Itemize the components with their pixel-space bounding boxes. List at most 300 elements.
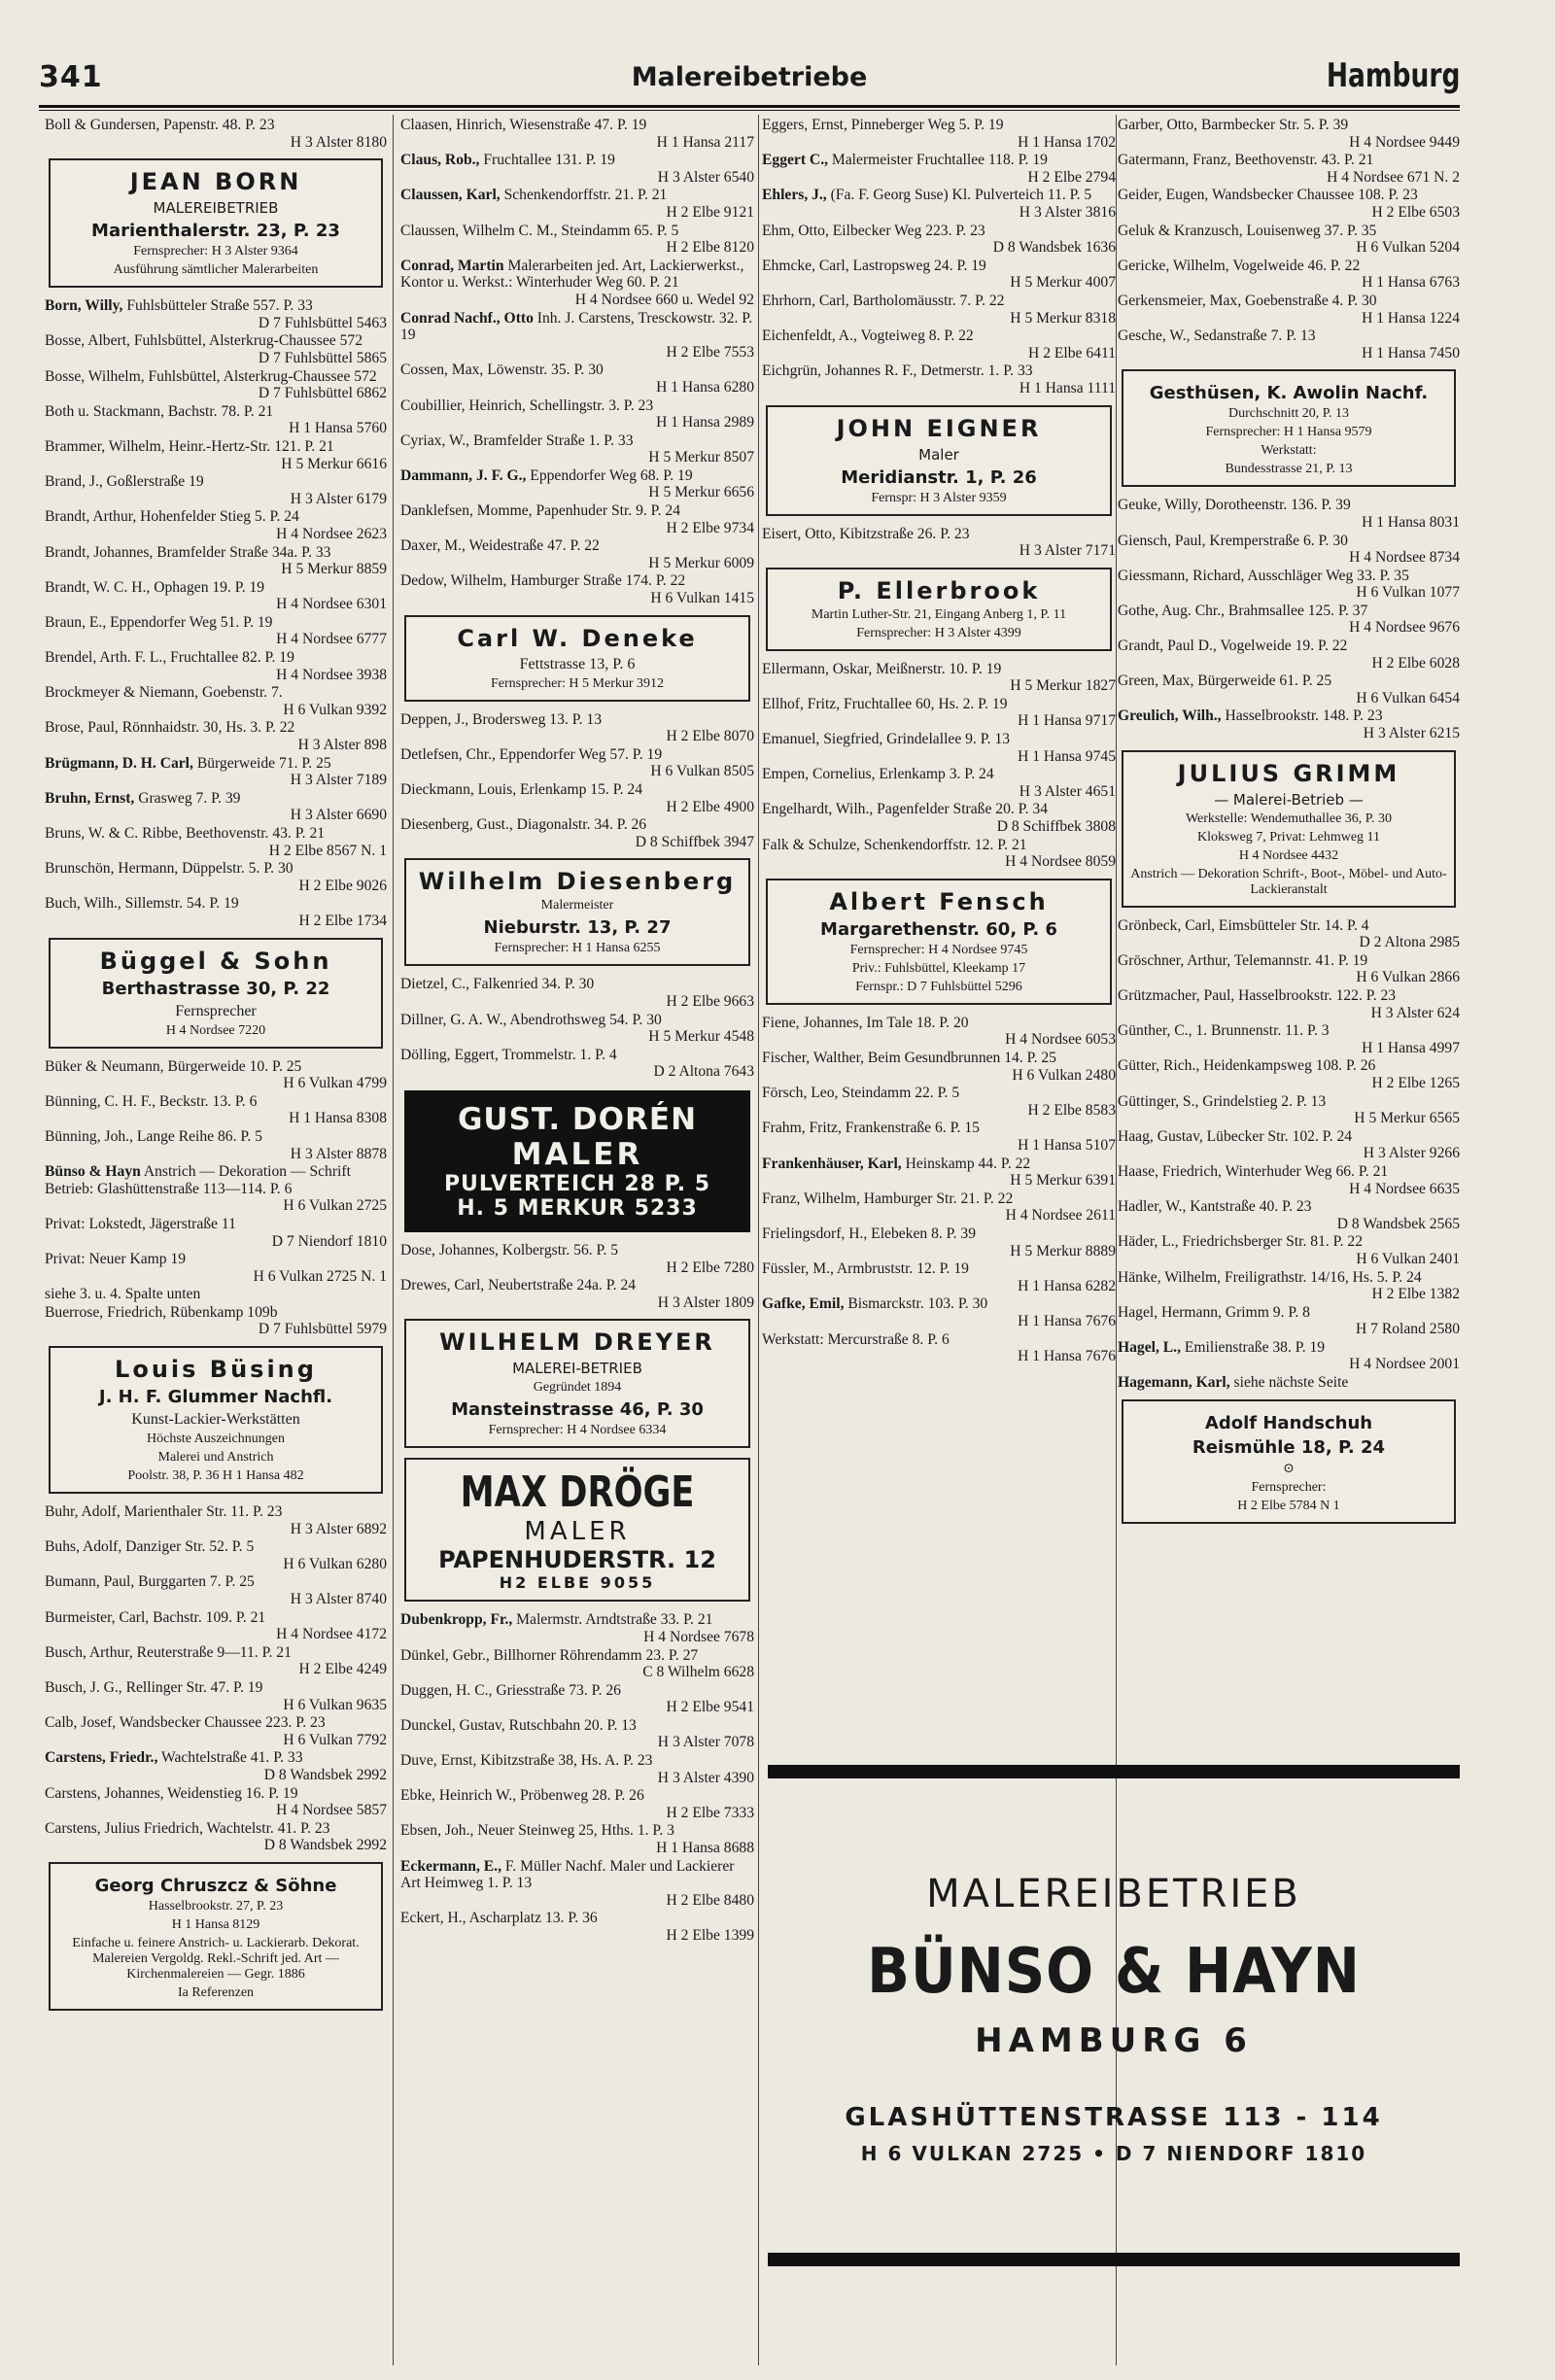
listing-phone: H 2 Elbe 4249 xyxy=(298,1661,387,1678)
listing-entry xyxy=(400,976,754,1010)
advertisement-box xyxy=(404,615,750,702)
listing-entry xyxy=(400,1752,754,1786)
listing-name-bold: Conrad, Martin xyxy=(400,257,504,274)
advertisement-box xyxy=(1122,369,1456,487)
listing-phone: H 3 Alster 7078 xyxy=(657,1734,754,1751)
listing-phone: H 6 Vulkan 9635 xyxy=(283,1696,387,1713)
listing-name-bold: Carstens, Friedr., xyxy=(45,1749,158,1767)
listing-name: Cyriax, W., Bramfelder Straße 1. P. 33 xyxy=(400,431,634,449)
ad-line: H 1 Hansa 8129 xyxy=(171,1916,260,1932)
ad-address: GLASHÜTTENSTRASSE 113 - 114 xyxy=(845,2103,1383,2132)
ad-line: Bundesstrasse 21, P. 13 xyxy=(1225,462,1353,477)
listing-name: Privat: Neuer Kamp 19 xyxy=(45,1251,187,1268)
listing-phone: H 2 Elbe 1734 xyxy=(298,912,387,929)
listing-entry xyxy=(400,258,754,309)
listing-phone: D 7 Fuhlsbüttel 5865 xyxy=(258,349,387,366)
listing-name-bold: Conrad Nachf., Otto xyxy=(400,309,534,327)
ad-line: Wilhelm Diesenberg xyxy=(418,868,737,896)
listing-entry xyxy=(1118,568,1460,602)
listing-entry xyxy=(1118,603,1460,637)
listing-entry xyxy=(45,1573,387,1607)
listing-name: Empen, Cornelius, Erlenkamp 3. P. 24 xyxy=(762,766,994,783)
ad-line: Büggel & Sohn xyxy=(99,947,332,975)
listing-phone: H 6 Vulkan 2480 xyxy=(1012,1066,1116,1084)
listing-phone: H 3 Alster 4651 xyxy=(1019,782,1116,800)
page-title: Malereibetriebe xyxy=(631,62,868,92)
listing-name-bold: Brügmann, D. H. Carl, xyxy=(45,754,193,772)
ad-line: Fernsprecher: H 3 Alster 4399 xyxy=(856,625,1021,640)
listing-entry xyxy=(1118,1233,1460,1267)
listing-entry xyxy=(45,1058,387,1092)
ad-line: Malermeister xyxy=(540,898,614,914)
listing-entry xyxy=(400,223,754,257)
listing-name: Büker & Neumann, Bürgerweide 10. P. 25 xyxy=(45,1057,302,1075)
listing-phone: D 8 Wandsbek 2992 xyxy=(263,1837,387,1854)
listing-entry xyxy=(762,696,1116,730)
listing-entry xyxy=(400,117,754,151)
listing-phone: H 3 Alster 6215 xyxy=(1363,725,1460,742)
listing-phone: H 4 Nordsee 2611 xyxy=(1005,1207,1116,1224)
ad-line: ⊙ xyxy=(1283,1461,1295,1476)
ad-line: PULVERTEICH 28 P. 5 xyxy=(443,1171,711,1196)
listing-phone: H 3 Alster 6540 xyxy=(657,168,754,186)
listing-phone: H 2 Elbe 1265 xyxy=(1371,1074,1460,1091)
listing-entry xyxy=(45,1679,387,1713)
listing-phone: H 1 Hansa 1702 xyxy=(1018,133,1116,151)
listing-name: Bünning, C. H. F., Beckstr. 13. P. 6 xyxy=(45,1092,258,1110)
listing-phone: H 2 Elbe 9663 xyxy=(666,992,754,1010)
page-city: Hamburg xyxy=(1326,56,1460,95)
listing-entry xyxy=(45,860,387,894)
listing-phone: H 1 Hansa 8308 xyxy=(289,1110,387,1127)
listing-entry xyxy=(45,1538,387,1572)
listing-name: Hagel, L., Emilienstraße 38. P. 19 xyxy=(1118,1338,1326,1356)
column-divider xyxy=(758,115,759,2365)
ad-line: Louis Büsing xyxy=(115,1356,317,1384)
listing-phone: H 3 Alster 8740 xyxy=(290,1591,387,1608)
listing-name-bold: Ehlers, J., xyxy=(762,187,827,204)
listing-entry xyxy=(45,438,387,472)
listing-entry xyxy=(45,1286,387,1303)
listing-entry xyxy=(762,293,1116,327)
listing-phone: H 3 Alster 6179 xyxy=(290,490,387,507)
listing-name: Conrad, Martin Malerarbeiten jed. Art, Lackierwerkst., Kontor u. Werkst.: Winterhuder Weg 60. P. 21 xyxy=(400,257,744,292)
listing-entry xyxy=(45,1093,387,1127)
listing-name: Frankenhäuser, Karl, Heinskamp 44. P. 22 xyxy=(762,1155,1031,1172)
ad-line: Malerei und Anstrich xyxy=(157,1450,274,1466)
listing-phone: H 1 Hansa 9717 xyxy=(1018,712,1116,730)
listing-phone: H 6 Vulkan 9392 xyxy=(283,701,387,718)
listing-phone: H 4 Nordsee 5857 xyxy=(276,1802,387,1819)
listing-name: Brockmeyer & Niemann, Goebenstr. 7. xyxy=(45,684,283,702)
listing-name: Boll & Gundersen, Papenstr. 48. P. 23 xyxy=(45,117,275,133)
listing-name: Ehmcke, Carl, Lastropsweg 24. P. 19 xyxy=(762,257,986,274)
listing-phone: D 7 Fuhlsbüttel 5979 xyxy=(258,1321,387,1338)
listing-name: Hadler, W., Kantstraße 40. P. 23 xyxy=(1118,1198,1312,1216)
listing-name: Haag, Gustav, Lübecker Str. 102. P. 24 xyxy=(1118,1127,1353,1145)
listing-entry xyxy=(762,1156,1116,1190)
listing-name-bold: Frankenhäuser, Karl, xyxy=(762,1155,902,1172)
listing-name: Franz, Wilhelm, Hamburger Str. 21. P. 22 xyxy=(762,1190,1014,1207)
listing-name: Buhr, Adolf, Marienthaler Str. 11. P. 23 xyxy=(45,1503,283,1521)
listing-phone: H 2 Elbe 8583 xyxy=(1027,1101,1116,1119)
listing-name: Brammer, Wilhelm, Heinr.-Hertz-Str. 121. P. 21 xyxy=(45,437,334,455)
listing-name: Ellermann, Oskar, Meißnerstr. 10. P. 19 xyxy=(762,660,1002,677)
listing-name: Häder, L., Friedrichsberger Str. 81. P. 22 xyxy=(1118,1233,1364,1251)
listing-name-bold: Greulich, Wilh., xyxy=(1118,707,1222,725)
listing-name: Eggert C., Malermeister Fruchtallee 118. P. 19 xyxy=(762,152,1048,169)
ad-line: Gegründet 1894 xyxy=(533,1380,622,1396)
listing-phone: H 1 Hansa 2117 xyxy=(656,133,754,151)
listing-phone: H 1 Hansa 6282 xyxy=(1018,1277,1116,1294)
listing-phone: D 8 Schiffbek 3808 xyxy=(996,818,1116,836)
ad-line: Werkstatt: xyxy=(1261,443,1317,459)
listing-name-bold: Gafke, Emil, xyxy=(762,1295,845,1313)
listing-phone: H 3 Alster 7171 xyxy=(1019,542,1116,560)
listing-phone: H 6 Vulkan 2401 xyxy=(1356,1250,1460,1267)
listing-entry xyxy=(1118,1093,1460,1127)
listing-name-bold: Dammann, J. F. G., xyxy=(400,466,527,484)
listing-phone: H 4 Nordsee 671 N. 2 xyxy=(1327,168,1460,186)
listing-entry xyxy=(45,117,387,151)
listing-phone: H 3 Alster 898 xyxy=(297,737,387,754)
listing-phone: H 3 Alster 1809 xyxy=(657,1293,754,1311)
listing-phone: H 2 Elbe 1382 xyxy=(1371,1286,1460,1303)
listing-phone: H 5 Merkur 6656 xyxy=(648,484,754,501)
listing-entry xyxy=(762,766,1116,800)
advertisement-box xyxy=(49,938,383,1049)
listing-name-bold: Claus, Rob., xyxy=(400,152,480,169)
listing-entry xyxy=(45,579,387,613)
listing-name-bold: Born, Willy, xyxy=(45,297,123,315)
ad-line: Priv.: Fuhlsbüttel, Kleekamp 17 xyxy=(851,960,1026,976)
listing-phone: H 1 Hansa 7450 xyxy=(1362,344,1460,362)
listing-name: Gafke, Emil, Bismarckstr. 103. P. 30 xyxy=(762,1295,988,1313)
listing-entry xyxy=(1118,1269,1460,1303)
listing-phone: H 6 Vulkan 8505 xyxy=(650,763,754,780)
ad-line: MALER xyxy=(524,1517,631,1547)
listing-entry xyxy=(1118,533,1460,567)
listing-entry xyxy=(45,1163,387,1215)
ad-line: Fernsprecher: xyxy=(1251,1479,1327,1495)
listing-phone: H 5 Merkur 1827 xyxy=(1010,677,1116,695)
listing-entry xyxy=(762,187,1116,221)
listing-entry xyxy=(45,719,387,753)
listing-phone: D 8 Wandsbek 2992 xyxy=(263,1766,387,1783)
listing-phone: H 5 Merkur 8889 xyxy=(1010,1242,1116,1259)
ad-line: Hasselbrookstr. 27, P. 23 xyxy=(148,1898,284,1914)
listing-entry xyxy=(1118,1304,1460,1338)
listing-name: Grönbeck, Carl, Eimsbütteler Str. 14. P. 4 xyxy=(1118,916,1369,934)
listing-phone: H 1 Hansa 1111 xyxy=(1019,379,1116,397)
advertisement-box xyxy=(766,405,1112,516)
listing-phone: H 5 Merkur 8859 xyxy=(281,561,387,578)
listing-entry xyxy=(400,502,754,536)
listing-entry xyxy=(45,368,387,402)
listing-name: Eichgrün, Johannes R. F., Detmerstr. 1. P. 33 xyxy=(762,362,1033,380)
ad-line: Fernsprecher: H 4 Nordsee 9745 xyxy=(849,942,1028,957)
listing-entry xyxy=(400,1242,754,1276)
ad-line: J. H. F. Glummer Nachfl. xyxy=(98,1387,333,1408)
listing-name: Danklefsen, Momme, Papenhuder Str. 9. P. 24 xyxy=(400,502,681,520)
listing-entry xyxy=(45,825,387,859)
listing-name: Frahm, Fritz, Frankenstraße 6. P. 15 xyxy=(762,1120,980,1137)
listing-name: Ehlers, J., (Fa. F. Georg Suse) Kl. Pulverteich 11. P. 5 xyxy=(762,187,1092,204)
listing-phone: H 3 Alster 3816 xyxy=(1019,203,1116,221)
listing-entry xyxy=(45,614,387,648)
listing-phone: H 4 Nordsee 4172 xyxy=(276,1626,387,1643)
ad-line: Poolstr. 38, P. 36 H 1 Hansa 482 xyxy=(127,1468,304,1484)
listing-phone: H 5 Merkur 4548 xyxy=(648,1028,754,1046)
listing-phone: H 5 Merkur 6616 xyxy=(281,455,387,472)
listing-name: Dietzel, C., Falkenried 34. P. 30 xyxy=(400,976,595,993)
ad-line: Fernsprecher: H 3 Alster 9364 xyxy=(133,244,298,259)
ad-line: Anstrich — Dekoration Schrift-, Boot-, Möbel- und Auto-Lackieranstalt xyxy=(1130,866,1447,897)
listing-phone: H 5 Merkur 8318 xyxy=(1010,309,1116,327)
listing-name: Greulich, Wilh., Hasselbrookstr. 148. P. 23 xyxy=(1118,707,1383,725)
listing-name: Carstens, Julius Friedrich, Wachtelstr. 41. P. 23 xyxy=(45,1819,330,1837)
listing-phone: H 2 Elbe 9541 xyxy=(666,1699,754,1716)
listing-entry xyxy=(400,1647,754,1681)
ad-line: — Malerei-Betrieb — xyxy=(1214,790,1364,809)
listing-name: Geluk & Kranzusch, Louisenweg 37. P. 35 xyxy=(1118,222,1377,239)
listing-name: Brandt, Arthur, Hohenfelder Stieg 5. P. 24 xyxy=(45,508,299,526)
listing-name: Giensch, Paul, Kremperstraße 6. P. 30 xyxy=(1118,532,1348,549)
ad-line: MAX DRÖGE xyxy=(460,1467,695,1518)
listing-phone: H 6 Vulkan 4799 xyxy=(283,1075,387,1092)
listing-entry xyxy=(45,684,387,718)
listing-name: Coubillier, Heinrich, Schellingstr. 3. P. 23 xyxy=(400,397,654,414)
advertisement-box xyxy=(1122,750,1456,908)
listing-phone: H 5 Merkur 8507 xyxy=(648,449,754,466)
listing-entry xyxy=(1118,258,1460,292)
listing-entry xyxy=(45,297,387,331)
listing-name: Füssler, M., Armbruststr. 12. P. 19 xyxy=(762,1260,969,1278)
ad-line: MALEREI-BETRIEB xyxy=(512,1360,642,1378)
listing-entry xyxy=(1118,187,1460,221)
listing-name: Carstens, Friedr., Wachtelstraße 41. P. 33 xyxy=(45,1749,303,1767)
listing-phone: H 1 Hansa 8688 xyxy=(656,1840,754,1857)
listing-name: Green, Max, Bürgerweide 61. P. 25 xyxy=(1118,673,1332,690)
listing-name: Dieckmann, Louis, Erlenkamp 15. P. 24 xyxy=(400,781,643,798)
listing-entry xyxy=(45,1128,387,1162)
listing-name: Dölling, Eggert, Trommelstr. 1. P. 4 xyxy=(400,1046,617,1063)
ad-line: H 4 Nordsee 7220 xyxy=(165,1022,266,1038)
listing-entry xyxy=(762,223,1116,257)
listing-entry xyxy=(762,1015,1116,1049)
listing-entry xyxy=(1118,117,1460,151)
listing-entry xyxy=(45,1503,387,1537)
ad-line: H2 ELBE 9055 xyxy=(499,1573,656,1593)
listing-name: Dillner, G. A. W., Abendrothsweg 54. P. 30 xyxy=(400,1011,662,1028)
ad-line: Fernsprecher: H 1 Hansa 9579 xyxy=(1205,425,1372,440)
listing-name: Privat: Lokstedt, Jägerstraße 11 xyxy=(45,1215,236,1232)
listing-phone: H 4 Nordsee 9676 xyxy=(1349,619,1460,637)
listing-phone: H 3 Alster 7189 xyxy=(290,772,387,789)
listing-entry xyxy=(1118,1198,1460,1232)
listing-entry xyxy=(400,467,754,501)
listing-entry xyxy=(1118,987,1460,1021)
listing-phone: D 7 Niendorf 1810 xyxy=(271,1232,387,1250)
listing-entry xyxy=(762,1225,1116,1259)
advertisement-box xyxy=(404,1319,750,1448)
listing-name: Grandt, Paul D., Vogelweide 19. P. 22 xyxy=(1118,638,1348,655)
listing-name: Falk & Schulze, Schenkendorffstr. 12. P. 21 xyxy=(762,836,1027,853)
column-2 xyxy=(400,117,754,2366)
listing-phone: H 1 Hansa 8031 xyxy=(1362,513,1460,531)
listing-phone: D 2 Altona 7643 xyxy=(653,1063,754,1081)
listing-entry xyxy=(1118,293,1460,327)
listing-phone: H 2 Elbe 8480 xyxy=(666,1891,754,1909)
listing-phone: H 2 Elbe 2794 xyxy=(1027,168,1116,186)
listing-name: Dammann, J. F. G., Eppendorfer Weg 68. P. 19 xyxy=(400,466,693,484)
listing-entry xyxy=(45,1749,387,1783)
listing-entry xyxy=(400,1858,754,1910)
listing-phone: H 2 Elbe 9026 xyxy=(298,877,387,894)
listing-name: Gatermann, Franz, Beethovenstr. 43. P. 21 xyxy=(1118,152,1374,169)
listing-name-bold: Eckermann, E., xyxy=(400,1857,501,1875)
listing-phone: H 4 Nordsee 3938 xyxy=(276,666,387,683)
listing-phone: H 2 Elbe 7333 xyxy=(666,1804,754,1821)
listing-name: Bosse, Albert, Fuhlsbüttel, Alsterkrug-Chaussee 572 xyxy=(45,332,363,350)
ad-line: Fernsprecher: H 4 Nordsee 6334 xyxy=(488,1423,667,1438)
listing-entry xyxy=(1118,707,1460,742)
listing-entry xyxy=(45,508,387,542)
listing-phone: H 4 Nordsee 6777 xyxy=(276,631,387,648)
listing-name: Emanuel, Siegfried, Grindelallee 9. P. 13 xyxy=(762,731,1011,748)
listing-entry xyxy=(45,1216,387,1250)
listing-entry xyxy=(400,1277,754,1311)
listing-entry xyxy=(400,187,754,221)
ad-line: Höchste Auszeichnungen xyxy=(147,1431,285,1447)
listing-name: Eisert, Otto, Kibitzstraße 26. P. 23 xyxy=(762,525,970,542)
listing-entry xyxy=(1118,497,1460,531)
listing-entry xyxy=(1118,223,1460,257)
listing-phone: H 4 Nordsee 9449 xyxy=(1349,133,1460,151)
listing-phone: H 4 Nordsee 2623 xyxy=(276,525,387,542)
listing-entry xyxy=(45,895,387,929)
ad-line: H. 5 MERKUR 5233 xyxy=(457,1195,698,1221)
listing-entry xyxy=(400,362,754,396)
listing-entry xyxy=(762,117,1116,151)
listing-entry xyxy=(45,790,387,824)
listing-name: Eichenfeldt, A., Vogteiweg 8. P. 22 xyxy=(762,328,974,345)
listing-phone: D 8 Wandsbek 2565 xyxy=(1336,1215,1460,1232)
listing-name: Buhs, Adolf, Danziger Str. 52. P. 5 xyxy=(45,1538,255,1556)
listing-entry xyxy=(400,432,754,466)
listing-entry xyxy=(45,649,387,683)
listing-name-bold: Bruhn, Ernst, xyxy=(45,789,135,807)
listing-name: Gütter, Rich., Heidenkampsweg 108. P. 26 xyxy=(1118,1057,1376,1075)
listing-name: Braun, E., Eppendorfer Weg 51. P. 19 xyxy=(45,613,273,631)
listing-phone: H 2 Elbe 8070 xyxy=(666,728,754,745)
listing-phone: H 1 Hansa 7676 xyxy=(1018,1348,1116,1365)
ad-line: MALEREIBETRIEB xyxy=(153,199,279,218)
advertisement-box xyxy=(49,158,383,288)
listing-name: Giessmann, Richard, Ausschläger Weg 33. P. 35 xyxy=(1118,567,1409,584)
listing-phone: H 2 Elbe 7553 xyxy=(666,343,754,361)
listing-phone: H 2 Elbe 6028 xyxy=(1371,654,1460,672)
listing-name: Bruns, W. & C. Ribbe, Beethovenstr. 43. P. 21 xyxy=(45,825,326,842)
ad-line: Marienthalerstr. 23, P. 23 xyxy=(91,221,340,242)
listing-entry xyxy=(762,152,1116,186)
listing-entry xyxy=(762,1295,1116,1329)
ad-line: MALEREIBETRIEB xyxy=(926,1872,1301,1916)
listing-phone: H 1 Hansa 1224 xyxy=(1362,309,1460,327)
page-header xyxy=(39,56,1460,105)
header-rule xyxy=(39,105,1460,108)
listing-name: Born, Willy, Fuhlsbütteler Straße 557. P. 33 xyxy=(45,297,313,315)
listing-name: Dunckel, Gustav, Rutschbahn 20. P. 13 xyxy=(400,1716,637,1734)
listing-entry xyxy=(400,1787,754,1821)
ad-line: Ausführung sämtlicher Malerarbeiten xyxy=(113,262,319,278)
listing-name: Cossen, Max, Löwenstr. 35. P. 30 xyxy=(400,362,604,379)
listing-name: Buch, Wilh., Sillemstr. 54. P. 19 xyxy=(45,895,239,913)
listing-phone: D 8 Schiffbek 3947 xyxy=(635,833,754,850)
ad-line: GUST. DORÉN xyxy=(457,1101,698,1137)
listing-entry xyxy=(1118,328,1460,362)
ad-line: MALER xyxy=(511,1136,643,1172)
ad-line: H 4 Nordsee 4432 xyxy=(1238,847,1339,863)
listing-name-bold: Eggert C., xyxy=(762,152,828,169)
listing-name: Gothe, Aug. Chr., Brahmsallee 125. P. 37 xyxy=(1118,602,1368,619)
listing-name: Diesenberg, Gust., Diagonalstr. 34. P. 26 xyxy=(400,816,647,834)
ad-line: Fernspr.: D 7 Fuhlsbüttel 5296 xyxy=(855,979,1022,994)
ad-line: Durchschnitt 20, P. 13 xyxy=(1227,406,1350,422)
listing-entry xyxy=(1118,1022,1460,1056)
listing-phone: H 2 Elbe 8120 xyxy=(666,239,754,257)
ad-company: BÜNSO & HAYN xyxy=(867,1936,1361,2008)
ad-line: JOHN EIGNER xyxy=(836,414,1042,442)
ad-phone: H 6 VULKAN 2725 • D 7 NIENDORF 1810 xyxy=(860,2142,1367,2165)
ad-line: Reismühle 18, P. 24 xyxy=(1192,1436,1386,1458)
listing-entry xyxy=(1118,917,1460,951)
ad-line: WILHELM DREYER xyxy=(439,1328,715,1357)
listing-entry xyxy=(45,1785,387,1819)
listing-phone: H 6 Vulkan 5204 xyxy=(1356,239,1460,257)
advertisement-box xyxy=(766,879,1112,1005)
listing-phone: H 6 Vulkan 6454 xyxy=(1356,689,1460,707)
listing-name: Ehrhorn, Carl, Bartholomäusstr. 7. P. 22 xyxy=(762,292,1005,309)
listing-name: Bruhn, Ernst, Grasweg 7. P. 39 xyxy=(45,789,241,807)
listing-entry xyxy=(400,397,754,431)
listing-name: Both u. Stackmann, Bachstr. 78. P. 21 xyxy=(45,402,274,420)
listing-name: Deppen, J., Brodersweg 13. P. 13 xyxy=(400,710,603,728)
listing-name: Brunschön, Hermann, Düppelstr. 5. P. 30 xyxy=(45,860,294,878)
listing-entry xyxy=(762,526,1116,560)
column-divider xyxy=(393,115,394,2365)
listing-entry xyxy=(1118,1374,1460,1392)
listing-name-bold: Hagel, L., xyxy=(1118,1338,1181,1356)
listing-phone: H 1 Hansa 5760 xyxy=(289,420,387,437)
listing-name: Detlefsen, Chr., Eppendorfer Weg 57. P. 19 xyxy=(400,745,663,763)
listing-phone: H 2 Elbe 9734 xyxy=(666,519,754,536)
listing-name: Garber, Otto, Barmbecker Str. 5. P. 39 xyxy=(1118,117,1349,133)
listing-name: siehe 3. u. 4. Spalte unten xyxy=(45,1286,201,1303)
listing-entry xyxy=(1118,638,1460,672)
listing-phone: H 5 Merkur 6009 xyxy=(648,554,754,571)
ad-line: PAPENHUDERSTR. 12 xyxy=(438,1546,716,1574)
listing-name: Burmeister, Carl, Bachstr. 109. P. 21 xyxy=(45,1608,266,1626)
listing-name: Duggen, H. C., Griesstraße 73. P. 26 xyxy=(400,1681,621,1699)
listing-phone: H 1 Hansa 2989 xyxy=(656,414,754,431)
listing-phone: H 4 Nordsee 6635 xyxy=(1349,1180,1460,1197)
listing-phone: D 7 Fuhlsbüttel 5463 xyxy=(258,314,387,331)
listing-entry xyxy=(400,1012,754,1046)
listing-name: Brügmann, D. H. Carl, Bürgerweide 71. P. 25 xyxy=(45,754,331,772)
listing-phone: H 4 Nordsee 6053 xyxy=(1005,1031,1116,1049)
listing-entry xyxy=(762,328,1116,362)
